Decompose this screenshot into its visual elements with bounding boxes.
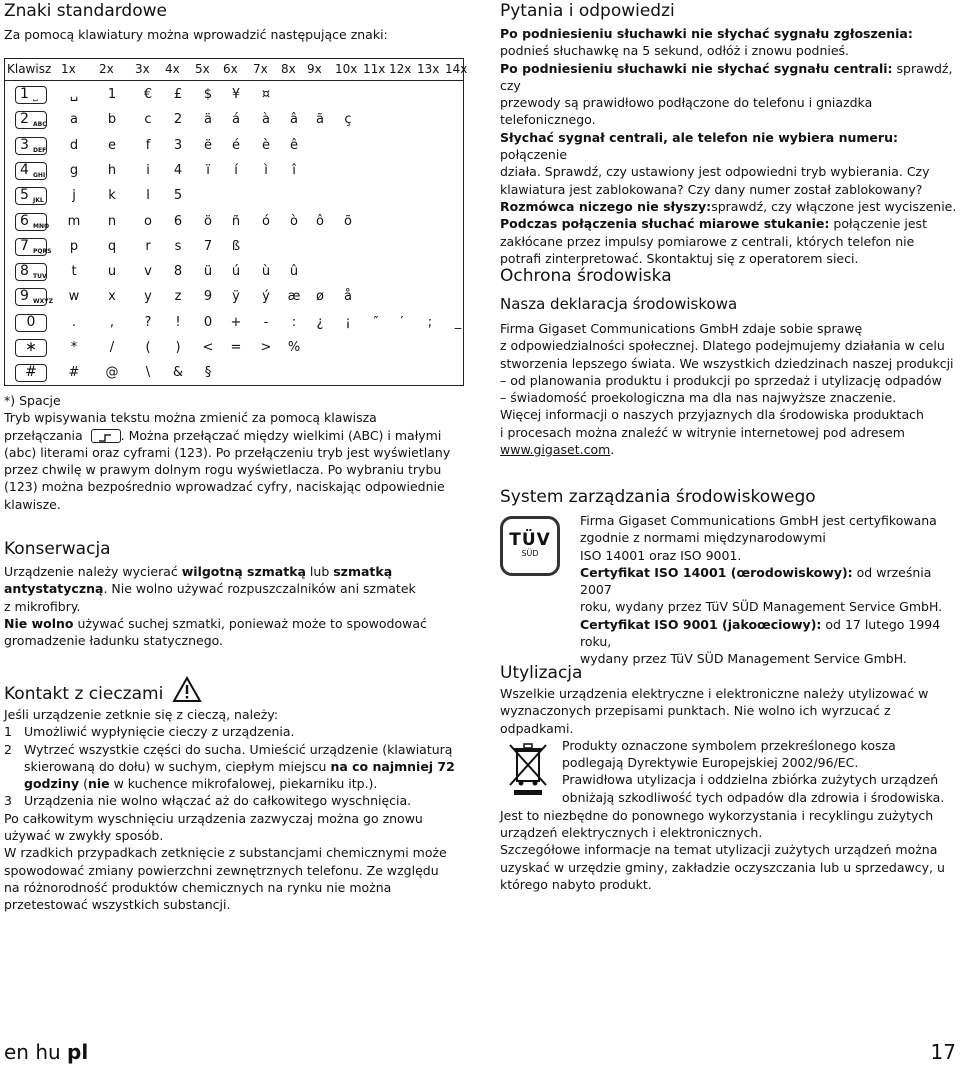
key-character-table	[4, 58, 468, 386]
char-cell: ß	[231, 238, 241, 254]
char-cell: _	[454, 314, 462, 330]
char-cell: \	[145, 365, 151, 381]
char-cell: m	[67, 213, 81, 229]
gigaset-link[interactable]: www.gigaset.com	[500, 442, 611, 458]
key-footnote	[4, 392, 464, 513]
table-row	[5, 311, 463, 337]
tuv-logo: TÜV SÜD	[500, 516, 560, 576]
subtitle-deklaracja: Nasza deklaracja środowiskowa	[500, 295, 738, 313]
char-cell: k	[108, 188, 116, 204]
char-cell: ␣	[69, 87, 79, 102]
char-cell: ñ	[231, 213, 241, 229]
key-4-button: 5 JKL	[15, 187, 47, 205]
key-0-button: 1 ⌴	[15, 86, 47, 104]
shift-key-icon	[91, 429, 121, 443]
char-cell: ë	[204, 137, 212, 153]
language-indicator: en hu pl	[4, 1040, 89, 1064]
key-table-header	[5, 59, 468, 81]
header-col: 7x	[253, 62, 268, 76]
system-body: TÜV SÜD Firma Gigaset Communications GmbH jest certyfikowana zgodnie z normami międzynarodowymi ISO 14001 oraz ISO 9001. Certyfikat ISO 14001 (œrodowiskowy): od września 2007 roku, wydany przez TüV SÜD Management Service GmbH. Certyfikat ISO 9001 (jakoœciowy): od 17 lutego 1994 roku, wydany przez TüV SÜD Management Service GmbH.	[500, 512, 960, 632]
kontakt-heading	[4, 676, 202, 705]
char-cell: &	[172, 365, 184, 381]
char-cell: £	[173, 87, 183, 102]
table-row	[5, 184, 463, 210]
page-number: 17	[930, 1040, 956, 1064]
znaki-intro: Za pomocą klawiatury można wprowadzić następujące znaki:	[4, 27, 388, 42]
char-cell: f	[145, 137, 151, 153]
char-cell: à	[262, 112, 270, 128]
char-cell: )	[175, 340, 181, 355]
char-cell: á	[232, 112, 240, 128]
char-cell: l	[146, 188, 150, 204]
table-row	[5, 210, 463, 236]
header-col: 10x	[335, 62, 358, 76]
step-3: 3 Urządzenia nie wolno włączać aż do całkowitego wyschnięcia.	[4, 793, 412, 809]
char-cell: ú	[231, 264, 241, 280]
char-cell: ã	[316, 112, 324, 128]
key-10-button: ∗	[15, 339, 47, 357]
qa-body: Po podniesieniu słuchawki nie słychać sygnału zgłoszenia: podnieś słuchawkę na 5 sekund, odłóż i znowu podnieś. Po podniesieniu słuchawki nie słychać sygnału centrali: sprawdź, czy przewody są prawidłowo podłączone do telefonu i gniazdka telefonicznego. Słychać sygnał centrali, ale telefon nie wybiera numeru: połączenie działa. Sprawdź, czy ustawiony jest odpowiedni tryb wybierania. Czy klawiatura jest zablokowana? Czy dany numer został zablokowany? Rozmówca niczego nie słyszy:sprawdź, czy włączone jest wyciszenie. Podczas połączenia słuchać miarowe stukanie: połączenie jest zakłócane przez impulsy pomiarowe z centrali, których telefon nie potrafi zinterpretować. Skontaktuj się z operatorem sieci.	[500, 26, 957, 266]
char-cell: !	[175, 314, 181, 330]
table-row	[5, 134, 463, 160]
key-7-button: 8 TUV	[15, 263, 47, 281]
char-cell: .	[71, 314, 77, 330]
char-cell: +	[230, 314, 242, 330]
table-row	[5, 336, 463, 362]
table-row	[5, 361, 463, 387]
char-cell: z	[174, 289, 182, 305]
char-cell: h	[107, 162, 117, 178]
warning-icon	[172, 676, 202, 703]
char-cell: õ	[344, 213, 352, 229]
char-cell: 4	[173, 162, 183, 178]
table-row	[5, 83, 463, 109]
footnote-spaces: *) Spacje	[4, 393, 61, 408]
table-row	[5, 108, 463, 134]
char-cell: e	[108, 137, 116, 153]
crossed-bin-icon	[506, 739, 550, 799]
section-title-konserwacja: Konserwacja	[4, 539, 111, 559]
char-cell: ′	[400, 314, 404, 330]
char-cell: â	[290, 112, 298, 128]
footnote-line: Tryb wpisywania tekstu można zmienić za pomocą klawisza	[4, 410, 377, 426]
char-cell: é	[232, 137, 240, 153]
char-cell: ¡	[345, 314, 351, 330]
char-cell: ó	[262, 213, 270, 229]
char-cell: 1	[107, 87, 117, 102]
key-9-button: 0	[15, 314, 47, 332]
char-cell: ö	[204, 213, 212, 229]
ochrona-body: Firma Gigaset Communications GmbH zdaje sobie sprawę z odpowiedzialności społecznej. Dlatego podejmujemy działania w celu stworzenia lepszego świata. We wszystkich dziedzinach naszej produkcji – od planowania produktu i produkcji po sprzedaż i utylizację odpadów – świadomość proekologiczna ma dla nas najwyższe znaczenie. Więcej informacji o naszych przyjaznych dla środowiska produktach i procesach można znaleźć w witrynie internetowej pod adresem www.gigaset.com.	[500, 321, 954, 458]
char-cell: @	[105, 365, 119, 381]
header-col: 11x	[363, 62, 386, 76]
header-col: 1x	[61, 62, 76, 76]
char-cell: 8	[173, 264, 183, 280]
char-cell: æ	[287, 289, 301, 305]
key-3-button: 4 GHI	[15, 162, 47, 180]
char-cell: 5	[173, 188, 183, 204]
char-cell: 7	[203, 238, 213, 254]
char-cell: r	[145, 238, 151, 254]
char-cell: ″	[373, 314, 379, 330]
char-cell: *	[70, 340, 78, 355]
table-row	[5, 235, 463, 261]
char-cell: ý	[262, 289, 270, 305]
key-11-button: #	[15, 364, 47, 382]
char-cell: ç	[344, 112, 352, 128]
char-cell: î	[292, 162, 296, 178]
char-cell: %	[287, 340, 301, 355]
char-cell: ;	[427, 314, 433, 330]
section-title-system: System zarządzania środowiskowego	[500, 487, 816, 507]
key-1-button: 2 ABC	[15, 111, 47, 129]
char-cell: w	[68, 289, 80, 305]
char-cell: i	[146, 162, 150, 178]
char-cell: ø	[316, 289, 324, 305]
step-1: 1 Umożliwić wypłynięcie cieczy z urządzenia.	[4, 724, 295, 740]
char-cell: û	[289, 264, 299, 280]
char-cell: í	[234, 162, 238, 178]
section-title-qa: Pytania i odpowiedzi	[500, 1, 675, 21]
char-cell: p	[69, 238, 79, 254]
footnote-line: (123) można bezpośrednio wprowadzać cyfry, naciskając odpowiednie	[4, 479, 445, 495]
char-cell: è	[262, 137, 270, 153]
char-cell: c	[144, 112, 152, 128]
section-title-ochrona: Ochrona środowiska	[500, 266, 672, 286]
key-5-button: 6 MNO	[15, 213, 47, 231]
char-cell: j	[72, 188, 76, 204]
section-title-kontakt: Kontakt z cieczami	[4, 684, 164, 704]
char-cell: /	[109, 340, 115, 355]
section-title-znaki: Znaki standardowe	[4, 1, 167, 21]
char-cell: q	[107, 238, 117, 254]
header-col: 8x	[281, 62, 296, 76]
header-col: 14x	[445, 62, 468, 76]
header-col: 2x	[99, 62, 114, 76]
char-cell: g	[69, 162, 79, 178]
char-cell: ¥	[231, 87, 241, 102]
char-cell: ü	[203, 264, 213, 280]
char-cell: n	[107, 213, 117, 229]
header-key: Klawisz	[7, 62, 52, 76]
char-cell: o	[144, 213, 152, 229]
char-cell: 9	[203, 289, 213, 305]
key-2-button: 3 DEF	[15, 137, 47, 155]
kontakt-body: Jeśli urządzenie zetknie się z cieczą, należy: 1 Umożliwić wypłynięcie cieczy z urządzenia. 2 Wytrzeć wszystkie części do sucha. Umieścić urządzenie (klawiaturą skierowaną do dołu) w suchym, ciepłym miejscu na co najmniej 72 godziny (nie w kuchence mikrofalowej, piekarniku itp.). 3 Urządzenia nie wolno włączać aż do całkowitego wyschnięcia. Po całkowitym wyschnięciu urządzenia zazwyczaj można go znowu używać w zwykły sposób. W rzadkich przypadkach zetknięcie z substancjami chemicznymi może spowodować zmiany powierzchni zewnętrznych telefonu. Ze względu na różnorodność produktów chemicznych na rynku nie można przetestować wszystkich substancji.	[4, 706, 466, 914]
header-col: 9x	[307, 62, 322, 76]
char-cell: ê	[290, 137, 298, 153]
char-cell: s	[174, 238, 182, 254]
char-cell: å	[344, 289, 352, 305]
char-cell: -	[263, 314, 269, 330]
char-cell: :	[291, 314, 297, 330]
header-col: 3x	[135, 62, 150, 76]
char-cell: d	[69, 137, 79, 153]
table-row	[5, 260, 463, 286]
char-cell: €	[143, 87, 153, 102]
char-cell: ¤	[261, 87, 271, 102]
step-2: 2 Wytrzeć wszystkie części do sucha. Umieścić urządzenie (klawiaturą	[4, 741, 453, 757]
char-cell: ì	[264, 162, 268, 178]
footnote-line: klawisze.	[4, 496, 61, 512]
char-cell: ÿ	[232, 289, 240, 305]
konserwacja-body: Urządzenie należy wycierać wilgotną szmatką lub szmatką antystatyczną. Nie wolno używać rozpuszczalników ani szmatek z mikrofibry. Nie wolno używać suchej szmatki, ponieważ może to spowodować gromadzenie ładunku statycznego.	[4, 564, 427, 649]
char-cell: <	[202, 340, 214, 355]
char-cell: ò	[290, 213, 298, 229]
header-col: 12x	[389, 62, 412, 76]
char-cell: b	[107, 112, 117, 128]
char-cell: ô	[316, 213, 324, 229]
char-cell: ä	[204, 112, 212, 128]
char-cell: v	[144, 264, 152, 280]
char-cell: ,	[109, 314, 115, 330]
char-cell: (	[145, 340, 151, 355]
table-row	[5, 285, 463, 311]
header-col: 5x	[195, 62, 210, 76]
header-col: 13x	[417, 62, 440, 76]
footnote-line: przez chwilę w prawym dolnym rogu wyświetlacza. Po wybraniu trybu	[4, 462, 442, 478]
char-cell: t	[71, 264, 77, 280]
header-col: 6x	[223, 62, 238, 76]
key-8-button: 9 WXYZ	[15, 288, 47, 306]
char-cell: x	[108, 289, 116, 305]
table-row	[5, 159, 463, 185]
header-col: 4x	[165, 62, 180, 76]
char-cell: ï	[206, 162, 210, 178]
footnote-line: przełączania . Można przełączać między wielkimi (ABC) i małymi	[4, 427, 442, 443]
char-cell: =	[230, 340, 242, 355]
char-cell: $	[203, 87, 213, 102]
char-cell: ¿	[316, 314, 324, 330]
char-cell: 2	[173, 112, 183, 128]
char-cell: 0	[203, 314, 213, 330]
char-cell: u	[107, 264, 117, 280]
char-cell: >	[260, 340, 272, 355]
utylizacja-body: Wszelkie urządzenia elektryczne i elektroniczne należy utylizować w wyznaczonych przepisami punktach. Nie wolno ich wyrzucać z odpadkami. Produkty oznaczone symbolem przekreślonego kosza podlegają Dyrektywie Europejskiej 2002/96/EC. Prawidłowa utylizacja i oddzielna zbiórka zużytych urządzeń obniżają szkodliwość tych odpadów dla zdrowia i środowiska. Jest to niezbędne do ponownego wykorzystania i recyklingu zużytych urządzeń elektrycznych i elektronicznych. Szczegółowe informacje na temat utylizacji zużytych urządzeń można uzyskać w urzędzie gminy, zakładzie oczyszczania lub u sprzedawcy, u którego nabyto produkt.	[500, 686, 945, 893]
footnote-line: (abc) literami oraz cyframi (123). Po przełączeniu tryb jest wyświetlany	[4, 444, 451, 460]
char-cell: §	[204, 365, 212, 381]
char-cell: ù	[261, 264, 271, 280]
char-cell: y	[144, 289, 152, 305]
char-cell: a	[70, 112, 78, 128]
section-title-utylizacja: Utylizacja	[500, 663, 583, 683]
char-cell: ?	[144, 314, 152, 330]
char-cell: 6	[173, 213, 183, 229]
char-cell: #	[68, 365, 80, 381]
key-6-button: 7 PQRS	[15, 238, 47, 256]
char-cell: 3	[173, 137, 183, 153]
